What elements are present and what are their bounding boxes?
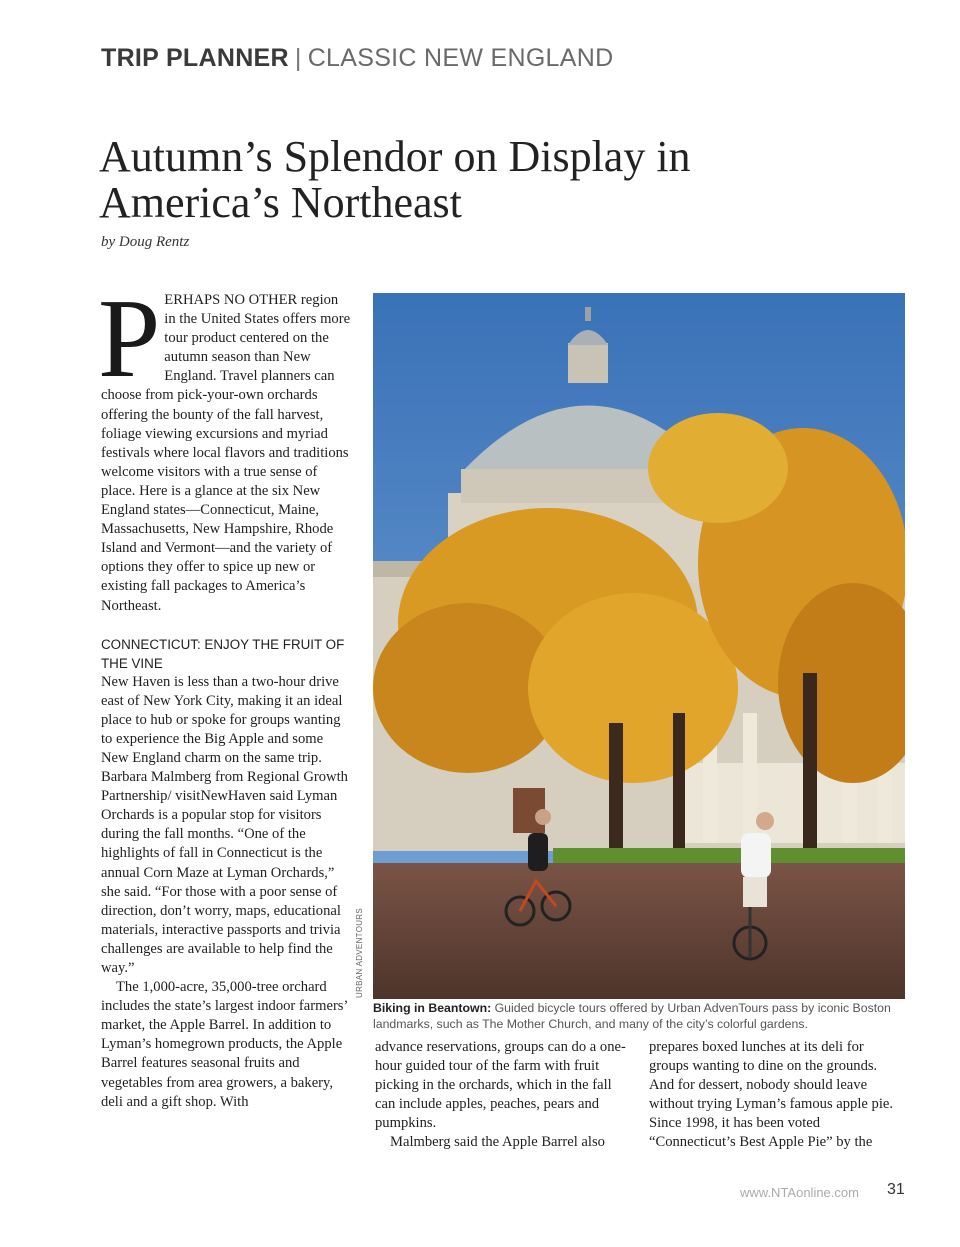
column-2 [375, 1038, 627, 1153]
footer-url: www.NTAonline.com [740, 1185, 859, 1200]
caption-title: Biking in Beantown: [373, 1001, 492, 1015]
intro-text: region in the United States offers more tour product centered on the autumn season than New England. Travel planners can choose from pick-your-own orchards offering the bounty of the fall harvest, foliage viewing excursions and myriad festivals where local flavors and traditions welcome visitors with a true sense of place. Here is a glance at the six New England states—Connecticut, Maine, Massachusetts, New Hampshire, Rhode Island and Vermont—and the variety of options they offer to spice up new or existing fall packages to America’s Northeast. [101, 292, 351, 614]
connecticut-paragraph-2: The 1,000-acre, 35,000-tree orchard includes the state’s largest indoor farmers’ market, the Apple Barrel. In addition to Lyman’s homegrown products, the Apple Barrel features seasonal fruits and vegetables from area growers, a bakery, deli and a gift shop. With [101, 979, 348, 1110]
column-2-paragraph-2: Malmberg said the Apple Barrel also [390, 1134, 605, 1151]
photo-illustration [373, 293, 905, 999]
column-3-paragraph-1: prepares boxed lunches at its deli for groups wanting to dine on the grounds. And for dessert, nobody should leave without trying Lyman’s famous apple pie. Since 1998, it has been voted “Connecticut’s Best Apple Pie” by the [649, 1039, 894, 1151]
page-number: 31 [887, 1181, 905, 1198]
section-header [101, 44, 613, 73]
column-2-paragraph-1: advance reservations, groups can do a one-hour guided tour of the farm with fruit picking in the orchards, which in the fall can include apples, peaches, pears and pumpkins. [375, 1039, 626, 1132]
intro-paragraph [98, 277, 351, 616]
column-1 [98, 277, 351, 1112]
byline: by Doug Rentz [101, 234, 190, 250]
connecticut-paragraph-1: New Haven is less than a two-hour drive east of New York City, making it an ideal place to hub or spoke for groups wanting to experience the Big Apple and some New England charm on the same trip. Barbara Malmberg from Regional Growth Partnership/ visitNewHaven said Lyman Orchards is a popular stop for visitors during the fall months. “One of the highlights of fall in Connecticut is the annual Corn Maze at Lyman Orchards,” she said. “For those with a poor sense of direction, don’t worry, maps, educational materials, interactive passports and trivia challenges are available to help find the way.” [101, 673, 348, 976]
intro-lead-in: ERHAPS NO OTHER [164, 292, 298, 308]
photo-credit: URBAN ADVENTOURS [355, 907, 364, 998]
caption-text: Guided bicycle tours offered by Urban AdvenTours pass by iconic Boston landmarks, such as The Mother Church, and many of the city’s colorful gardens. [373, 1001, 891, 1031]
column-3 [649, 1038, 905, 1153]
article-title: Autumn’s Splendor on Display in America’s Northeast [99, 132, 691, 227]
photo-caption [373, 1001, 907, 1032]
section-label: TRIP PLANNER [101, 44, 289, 72]
drop-cap: P [98, 277, 161, 401]
brick-plaza [373, 863, 905, 999]
subsection-label: CLASSIC NEW ENGLAND [307, 44, 614, 72]
connecticut-subhead: CONNECTICUT: ENJOY THE FRUIT OF THE VINE [101, 636, 345, 671]
header-separator: | [294, 44, 302, 72]
feature-photo [373, 293, 905, 999]
